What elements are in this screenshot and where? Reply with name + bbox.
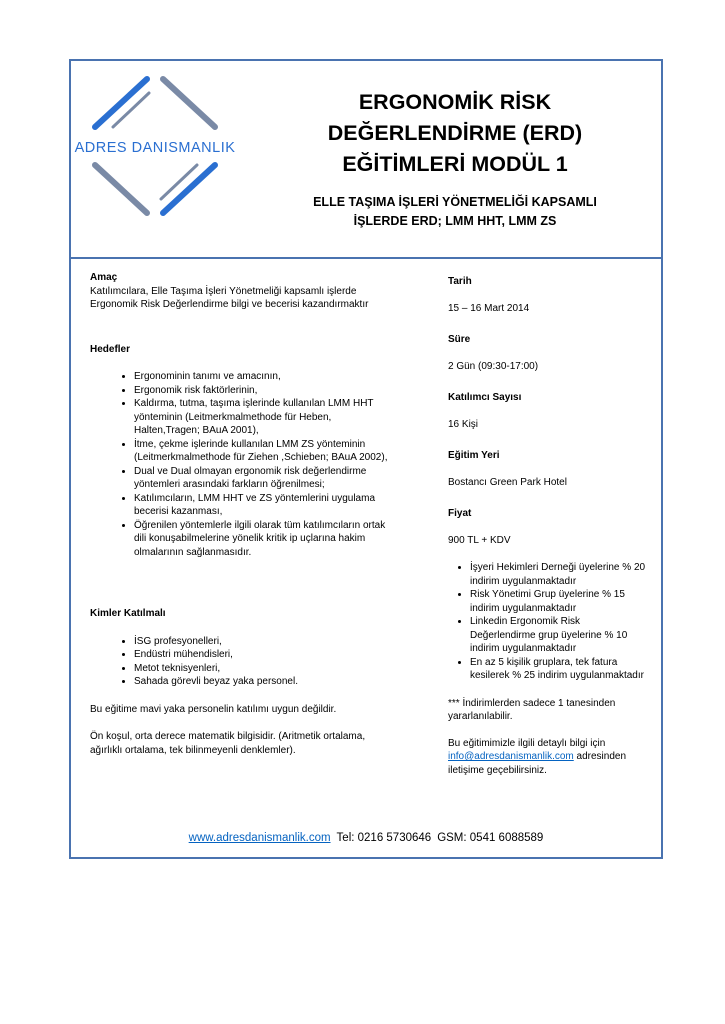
contact-email-link[interactable]: info@adresdanismanlik.com <box>448 751 574 762</box>
yer-value: Bostancı Green Park Hotel <box>448 476 567 488</box>
page-subtitle <box>267 193 643 231</box>
adres-logo <box>74 75 236 217</box>
left-column <box>90 271 390 757</box>
title-line: ERGONOMİK RİSK <box>358 90 552 114</box>
list-item: • Sahada görevli beyaz yaka personel. <box>134 675 390 689</box>
discount-list <box>448 561 648 683</box>
tarih-value: 15 – 16 Mart 2014 <box>448 302 530 314</box>
list-item: • İşyeri Hekimleri Derneği üyelerine % 20 indirim uygulanmaktadır <box>470 561 648 588</box>
subtitle-line: ELLE TAŞIMA İŞLERİ YÖNETMELİĞİ KAPSAMLI <box>313 195 597 209</box>
title-line: EĞİTİMLERİ MODÜL 1 <box>342 152 568 176</box>
list-item: • Öğrenilen yöntemlerle ilgili olarak tüm katılımcıların ortak dili konuşabilmelerine yönelik kritik ip uçlarına hakim olmalarının sağlanmasıdır. <box>134 519 390 560</box>
list-item: • Endüstri mühendisleri, <box>134 648 390 662</box>
list-item: • Kaldırma, tutma, taşıma işlerinde kullanılan LMM HHT yönteminin (Leitmerkmalmethode für Heben, Halten,Tragen; BAuA 2001), <box>134 397 390 438</box>
contact-text <box>448 737 648 778</box>
list-item: • Metot teknisyenleri, <box>134 662 390 676</box>
contact-post: adresinden iletişime geçebilirsiniz. <box>448 751 627 776</box>
katilimci-value: 16 Kişi <box>448 418 479 430</box>
list-item: • Ergonomik risk faktörlerinin, <box>134 384 390 398</box>
discount-note: *** İndirimlerden sadece 1 tanesinden yararlanılabilir. <box>448 697 616 722</box>
hedefler-list <box>90 370 390 559</box>
kimler-note-2: Ön koşul, orta derece matematik bilgisidir. (Aritmetik ortalama, ağırlıklı ortalama, tek bilinmeyenli denklemler). <box>90 731 366 756</box>
list-item: • Katılımcıların, LMM HHT ve ZS yöntemlerini uygulama becerisi kazanması, <box>134 492 390 519</box>
kimler-heading: Kimler Katılmalı <box>90 608 166 619</box>
phone-number: Tel: 0216 5730646 <box>336 832 432 844</box>
website-link[interactable]: www.adresdanismanlik.com <box>188 832 331 844</box>
document-frame <box>69 59 663 859</box>
kimler-note-1: Bu eğitime mavi yaka personelin katılımı uygun değildir. <box>90 703 337 715</box>
title-line: DEĞERLENDİRME (ERD) <box>327 121 583 145</box>
header-section <box>71 61 661 259</box>
kimler-list <box>90 635 390 689</box>
gsm-number: GSM: 0541 6088589 <box>437 832 544 844</box>
fiyat-value: 900 TL + KDV <box>448 534 511 546</box>
list-item: • Linkedin Ergonomik Risk Değerlendirme grup üyelerine % 10 indirim uygulanmaktadır <box>470 615 648 656</box>
list-item: • Ergonominin tanımı ve amacının, <box>134 370 390 384</box>
contact-pre: Bu eğitimimizle ilgili detaylı bilgi için <box>448 737 606 749</box>
sure-value: 2 Gün (09:30-17:00) <box>448 360 539 372</box>
tarih-heading: Tarih <box>448 276 472 287</box>
amac-text: Katılımcılara, Elle Taşıma İşleri Yönetmeliği kapsamlı işlerde Ergonomik Risk Değerlendirme bilgi ve becerisi kazandırmaktır <box>90 285 369 310</box>
sure-heading: Süre <box>448 334 471 345</box>
katilimci-heading: Katılımcı Sayısı <box>448 392 522 403</box>
page-title <box>267 87 643 180</box>
list-item: • Dual ve Dual olmayan ergonomik risk değerlendirme yöntemleri arasındaki farkların öğrenilmesi; <box>134 465 390 492</box>
list-item: • Risk Yönetimi Grup üyelerine % 15 indirim uygulanmaktadır <box>470 588 648 615</box>
amac-heading: Amaç <box>90 272 118 283</box>
list-item: • En az 5 kişilik gruplara, tek fatura kesilerek % 25 indirim uygulanmaktadır <box>470 656 648 683</box>
list-item: • İtme, çekme işlerinde kullanılan LMM ZS yönteminin (Leitmerkmalmethode für Ziehen ,Schieben; BAuA 2002), <box>134 438 390 465</box>
subtitle-line: İŞLERDE ERD; LMM HHT, LMM ZS <box>353 214 557 228</box>
hedefler-heading: Hedefler <box>90 343 131 355</box>
list-item: • İSG profesyonelleri, <box>134 635 390 649</box>
footer <box>71 831 661 845</box>
logo-text: ADRES DANISMANLIK <box>74 140 236 156</box>
fiyat-heading: Fiyat <box>448 508 472 519</box>
yer-heading: Eğitim Yeri <box>448 450 500 461</box>
right-column <box>448 275 648 777</box>
